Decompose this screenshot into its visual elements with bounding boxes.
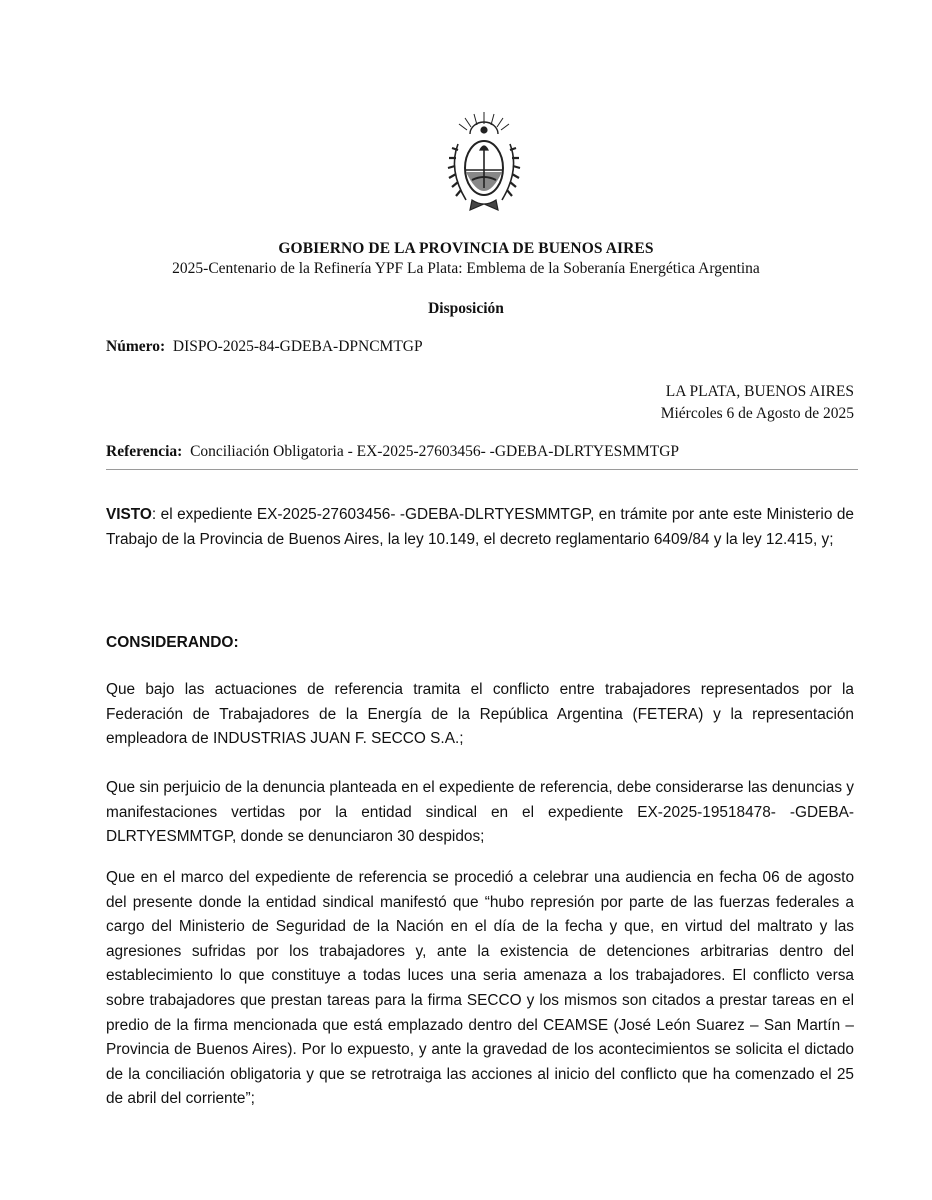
document-number-label: Número: <box>106 338 166 355</box>
reference <box>106 443 679 461</box>
place-city: LA PLATA, BUENOS AIRES <box>665 383 854 400</box>
considerando-paragraph-3: Que en el marco del expediente de referencia se procedió a celebrar una audiencia en fecha 06 de agosto del presente donde la entidad sindical manifestó que “hubo represión por parte de las fuerzas federales a cargo del Ministerio de Seguridad de la Nación en el día de la fecha y que, en virtud del maltrato y las agresiones sufridas por los trabajadores y, ante la existencia de detenciones arbitrarias dentro del establecimiento lo que constituye a todas luces una seria amenaza a los trabajadores. El conflicto versa sobre trabajadores que prestan tareas para la firma SECCO y los mismos son citados a prestar tareas en el predio de la firma mencionada que está emplazado dentro del CEAMSE (José León Suarez – San Martín – Provincia de Buenos Aires). Por lo expuesto, y ante la gravedad de los acontecimientos se solicita el dictado de la conciliación obligatoria y que se retrotraiga las acciones al inicio del conflicto que ha comenzado el 25 de abril del corriente”; <box>106 869 854 1108</box>
document-number <box>106 338 423 356</box>
visto-label: VISTO <box>106 506 152 523</box>
considerando-paragraph-2: Que sin perjuicio de la denuncia planteada en el expediente de referencia, debe considerarse las denuncias y manifestaciones vertidas por la entidad sindical en el expediente EX-2025-19518478- -GDEBA-DLRTYESMMTGP, donde se denunciaron 30 despidos; <box>106 779 854 846</box>
visto-text: : el expediente EX-2025-27603456- -GDEBA-DLRTYESMMTGP, en trámite por ante este Ministerio de Trabajo de la Provincia de Buenos Aires, la ley 10.149, el decreto reglamentario 6409/84 y la ley 12.415, y; <box>106 506 854 548</box>
header-divider <box>106 469 858 470</box>
place-and-date <box>661 381 854 425</box>
document-type: Disposición <box>428 300 504 317</box>
document-number-value: DISPO-2025-84-GDEBA-DPNCMTGP <box>172 338 423 355</box>
coat-of-arms-icon <box>436 110 532 214</box>
reference-label: Referencia: <box>106 443 183 460</box>
government-motto: 2025-Centenario de la Refinería YPF La Plata: Emblema de la Soberanía Energética Argentina <box>172 260 760 277</box>
place-date: Miércoles 6 de Agosto de 2025 <box>660 405 854 422</box>
visto-paragraph <box>106 503 854 552</box>
considerando-heading: CONSIDERANDO: <box>106 634 239 651</box>
government-title: GOBIERNO DE LA PROVINCIA DE BUENOS AIRES <box>278 240 654 257</box>
considerando-paragraph-1: Que bajo las actuaciones de referencia tramita el conflicto entre trabajadores representados por la Federación de Trabajadores de la Energía de la República Argentina (FETERA) y la representación empleadora de INDUSTRIAS JUAN F. SECCO S.A.; <box>106 681 854 748</box>
reference-value: Conciliación Obligatoria - EX-2025-27603456- -GDEBA-DLRTYESMMTGP <box>190 443 680 460</box>
